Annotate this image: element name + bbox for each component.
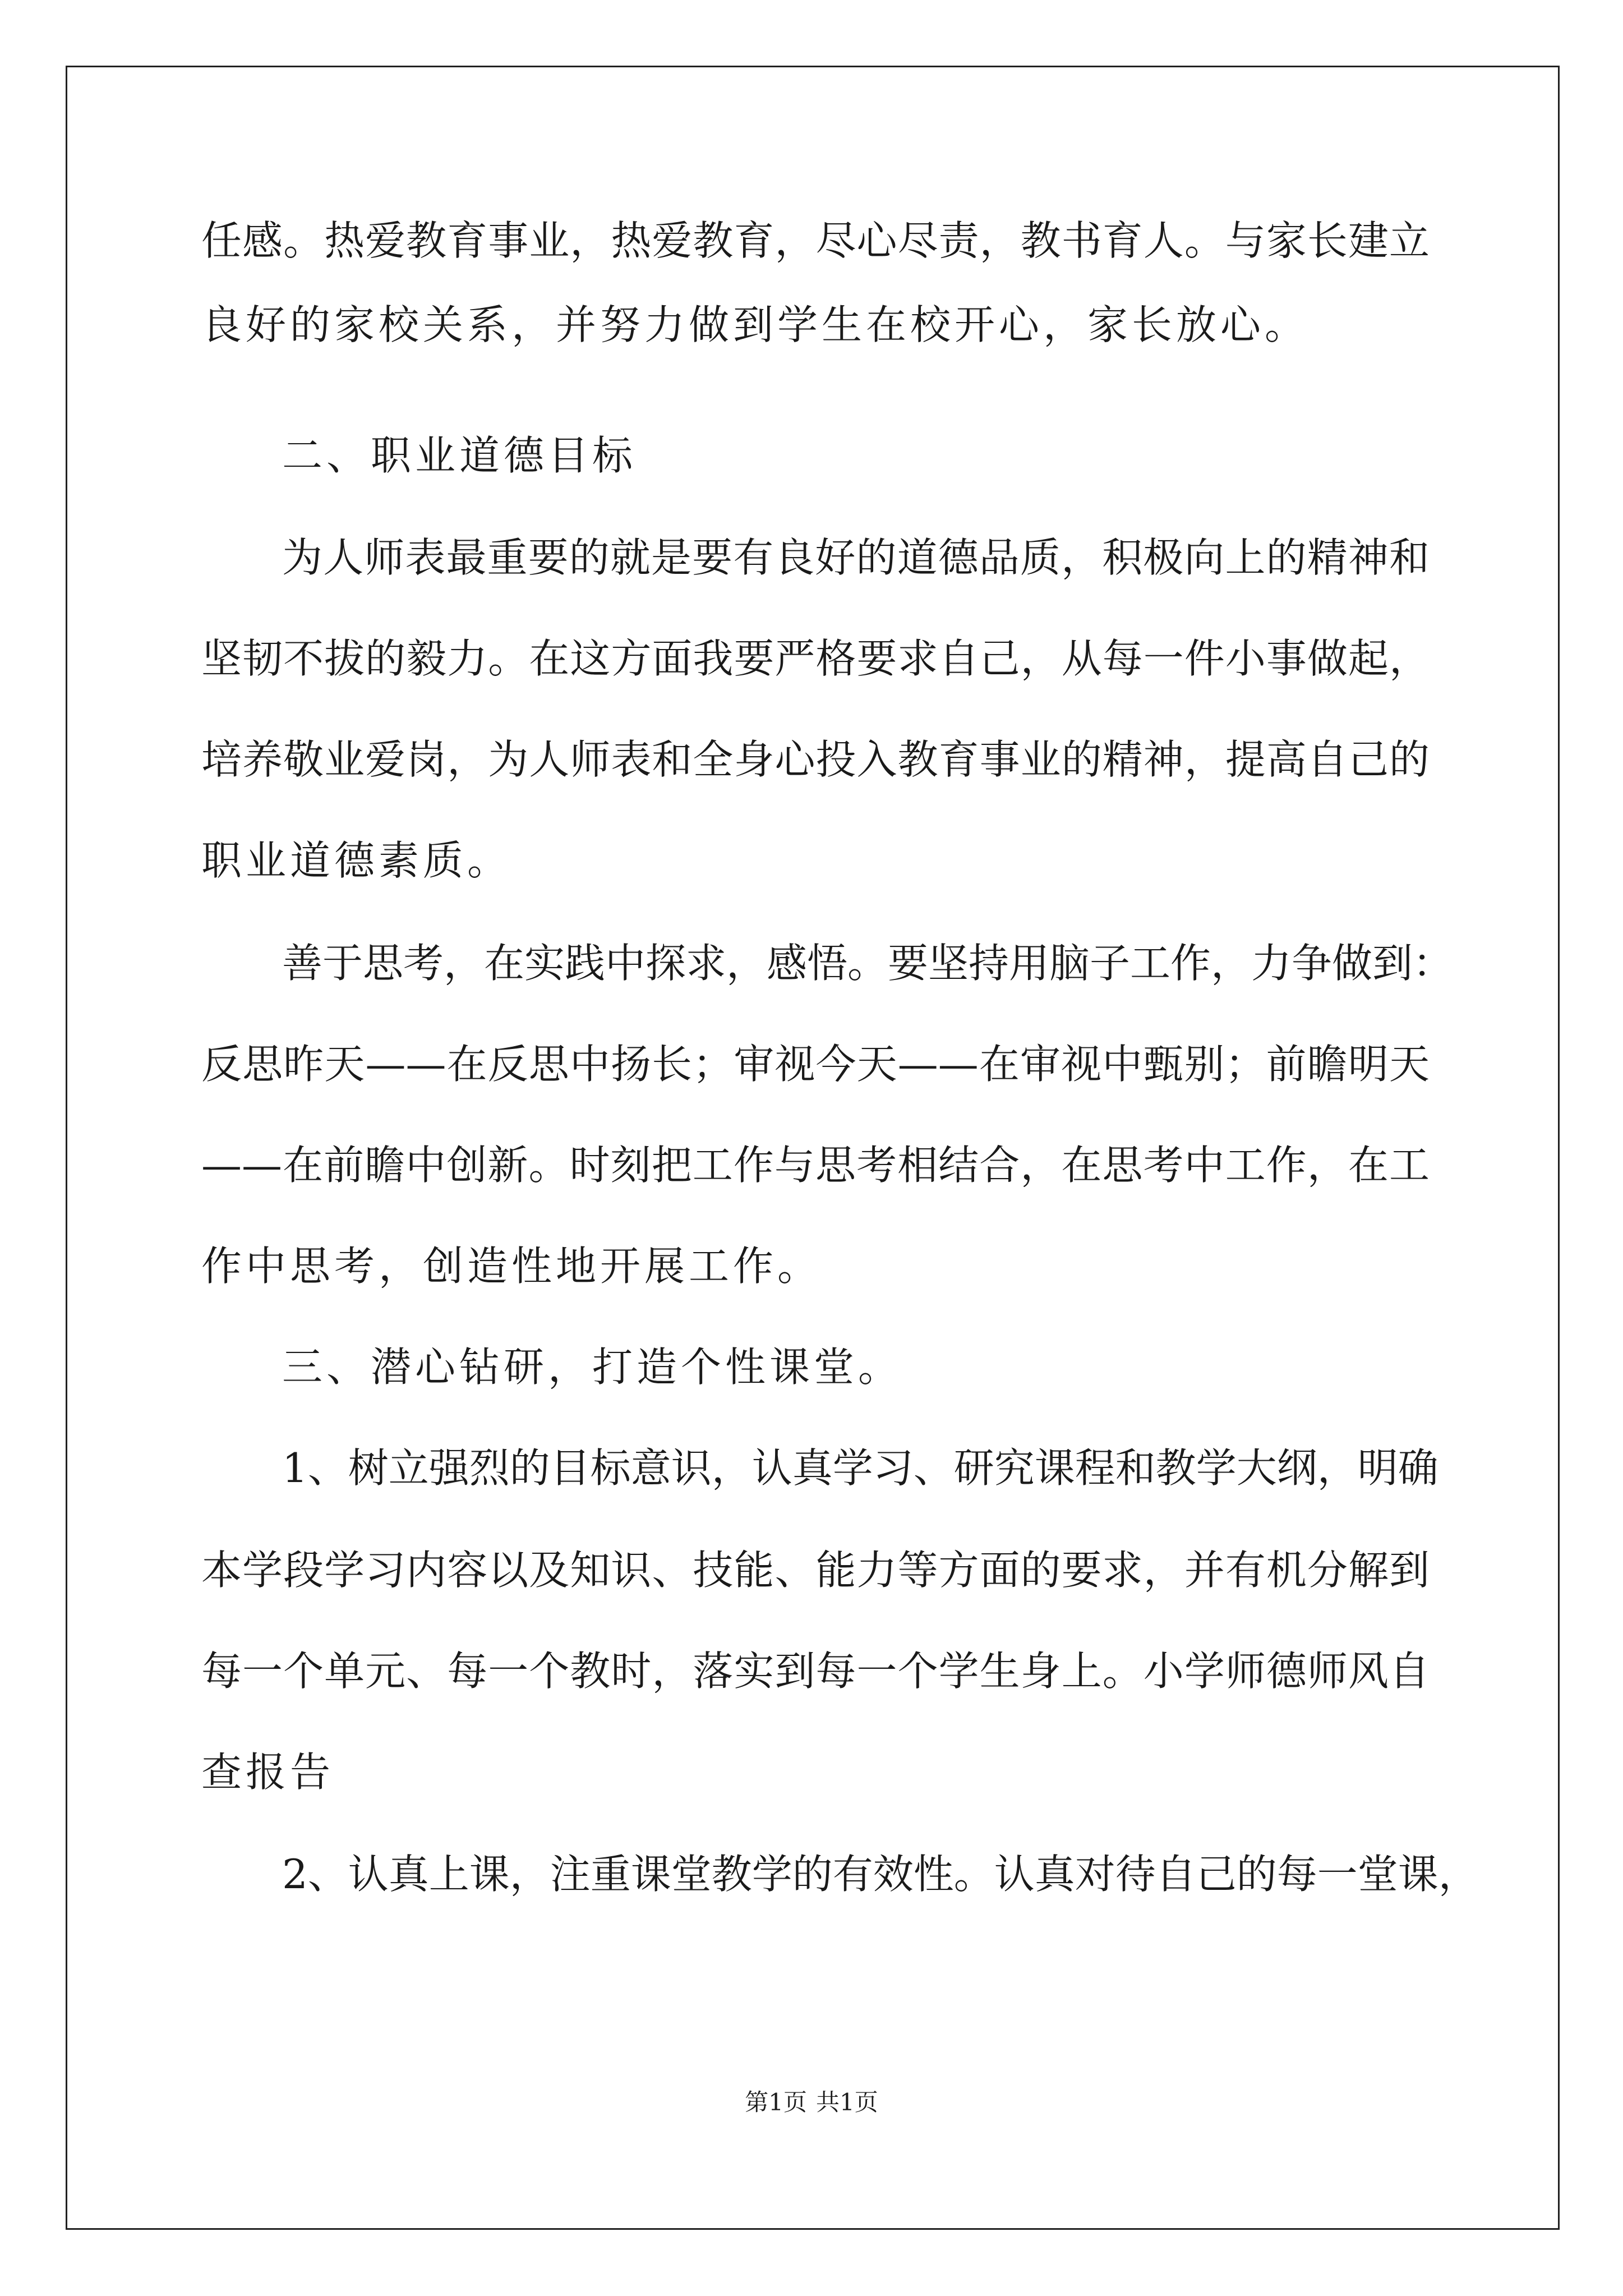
text-line: 任感。热爱教育事业，热爱教育，尽心尽责，教书育人。与家长建立 [201, 217, 1430, 264]
page-footer [0, 2086, 1623, 2119]
text-line: 2、认真上课，注重课堂教学的有效性。认真对待自己的每一堂课， [282, 1851, 1479, 1898]
text-line: 本学段学习内容以及知识、技能、能力等方面的要求，并有机分解到 [201, 1547, 1430, 1594]
text-line: 1、树立强烈的目标意识，认真学习、研究课程和教学大纲，明确 [282, 1444, 1438, 1492]
text-line: 每一个单元、每一个教时，落实到每一个学生身上。小学师德师风自 [201, 1648, 1430, 1695]
text-line: 职业道德素质。 [201, 837, 512, 884]
page-total: 共1页 [816, 2088, 878, 2116]
text-line: 反思昨天——在反思中扬长；审视今天——在审视中甄别；前瞻明天 [201, 1041, 1430, 1088]
text-line: 善于思考，在实践中探求，感悟。要坚持用脑子工作，力争做到： [282, 940, 1454, 987]
text-line: 坚韧不拔的毅力。在这方面我要严格要求自己，从每一件小事做起， [201, 635, 1430, 682]
section-heading: 二、职业道德目标 [282, 432, 637, 479]
text-line: 作中思考，创造性地开展工作。 [201, 1243, 822, 1290]
text-line: 为人师表最重要的就是要有良好的道德品质，积极向上的精神和 [282, 534, 1430, 581]
text-line: 查报告 [201, 1749, 335, 1796]
section-heading: 三、潜心钻研，打造个性课堂。 [282, 1343, 903, 1391]
page-number: 第1页 [745, 2088, 807, 2116]
text-line: 培养敬业爱岗，为人师表和全身心投入教育事业的精神，提高自己的 [201, 736, 1430, 783]
text-line: 良好的家校关系，并努力做到学生在校开心，家长放心。 [201, 301, 1310, 348]
text-line: ——在前瞻中创新。时刻把工作与思考相结合，在思考中工作，在工 [201, 1142, 1430, 1189]
